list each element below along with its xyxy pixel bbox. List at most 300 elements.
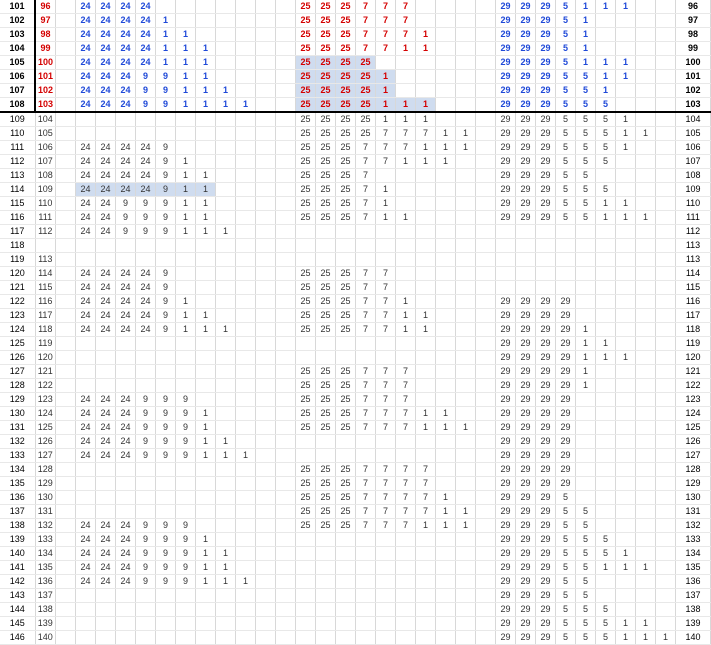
grid-cell[interactable]: 25 — [296, 127, 316, 141]
grid-cell[interactable]: 98 — [35, 28, 56, 42]
grid-cell[interactable] — [176, 477, 196, 491]
grid-cell[interactable]: 97 — [35, 14, 56, 28]
grid-cell[interactable]: 25 — [336, 127, 356, 141]
grid-cell[interactable]: 24 — [96, 449, 116, 463]
grid-cell[interactable] — [396, 70, 416, 84]
grid-cell[interactable] — [356, 561, 376, 575]
grid-cell[interactable]: 9 — [156, 519, 176, 533]
grid-cell[interactable] — [56, 365, 76, 379]
grid-cell[interactable]: 29 — [536, 477, 556, 491]
grid-cell[interactable] — [136, 379, 156, 393]
grid-cell[interactable]: 29 — [516, 365, 536, 379]
grid-cell[interactable] — [276, 463, 296, 477]
grid-cell[interactable] — [576, 477, 596, 491]
table-row[interactable] — [0, 533, 711, 547]
grid-cell[interactable]: 7 — [356, 281, 376, 295]
grid-cell[interactable] — [396, 56, 416, 70]
grid-cell[interactable] — [216, 169, 236, 183]
grid-cell[interactable] — [236, 547, 256, 561]
grid-cell[interactable]: 7 — [396, 141, 416, 155]
grid-cell[interactable] — [256, 253, 276, 267]
grid-cell[interactable]: 24 — [116, 28, 136, 42]
grid-cell[interactable] — [236, 112, 256, 127]
grid-cell[interactable]: 1 — [396, 295, 416, 309]
grid-cell[interactable] — [336, 575, 356, 589]
grid-cell[interactable]: 9 — [136, 197, 156, 211]
grid-cell[interactable]: 29 — [556, 435, 576, 449]
grid-cell[interactable] — [276, 253, 296, 267]
grid-cell[interactable] — [256, 127, 276, 141]
grid-cell[interactable]: 24 — [116, 295, 136, 309]
grid-cell[interactable] — [96, 491, 116, 505]
grid-cell[interactable]: 29 — [536, 421, 556, 435]
grid-cell[interactable]: 7 — [396, 379, 416, 393]
grid-cell[interactable] — [136, 127, 156, 141]
grid-cell[interactable]: 7 — [416, 477, 436, 491]
grid-cell[interactable] — [656, 155, 676, 169]
grid-cell[interactable] — [436, 309, 456, 323]
grid-cell[interactable] — [656, 169, 676, 183]
grid-cell[interactable]: 96 — [35, 0, 56, 14]
grid-cell[interactable]: 5 — [556, 547, 576, 561]
grid-cell[interactable]: 29 — [556, 309, 576, 323]
grid-cell[interactable] — [416, 295, 436, 309]
grid-cell[interactable]: 134 — [35, 547, 56, 561]
grid-cell[interactable] — [436, 70, 456, 84]
row-header[interactable]: 120 — [0, 267, 35, 281]
grid-cell[interactable]: 24 — [76, 42, 96, 56]
grid-cell[interactable] — [556, 281, 576, 295]
grid-cell[interactable] — [456, 56, 476, 70]
grid-cell[interactable] — [236, 169, 256, 183]
grid-cell[interactable] — [456, 435, 476, 449]
row-header[interactable]: 128 — [0, 379, 35, 393]
grid-cell[interactable]: 138 — [35, 603, 56, 617]
grid-cell[interactable] — [256, 225, 276, 239]
grid-cell[interactable] — [216, 463, 236, 477]
grid-cell[interactable]: 24 — [116, 267, 136, 281]
grid-cell[interactable]: 25 — [336, 379, 356, 393]
grid-cell[interactable] — [216, 407, 236, 421]
grid-cell[interactable]: 24 — [116, 435, 136, 449]
grid-cell[interactable] — [136, 351, 156, 365]
grid-cell[interactable] — [436, 56, 456, 70]
grid-cell[interactable]: 1 — [216, 323, 236, 337]
grid-cell[interactable] — [456, 98, 476, 113]
grid-cell[interactable]: 1 — [216, 435, 236, 449]
grid-cell[interactable]: 24 — [116, 281, 136, 295]
grid-cell[interactable]: 25 — [336, 56, 356, 70]
grid-cell[interactable] — [496, 253, 516, 267]
grid-cell[interactable] — [456, 14, 476, 28]
grid-cell[interactable] — [236, 267, 256, 281]
grid-cell[interactable] — [56, 603, 76, 617]
grid-cell[interactable]: 1 — [396, 98, 416, 113]
grid-cell[interactable] — [456, 561, 476, 575]
grid-cell[interactable] — [396, 533, 416, 547]
grid-cell[interactable]: 1 — [176, 183, 196, 197]
grid-cell[interactable] — [656, 435, 676, 449]
grid-cell[interactable] — [416, 169, 436, 183]
grid-cell[interactable] — [196, 155, 216, 169]
grid-cell[interactable] — [256, 337, 276, 351]
grid-cell[interactable]: 24 — [76, 295, 96, 309]
table-row[interactable] — [0, 421, 711, 435]
grid-cell[interactable] — [56, 239, 76, 253]
grid-cell[interactable] — [376, 253, 396, 267]
grid-cell[interactable]: 29 — [496, 0, 516, 14]
grid-cell[interactable]: 1 — [436, 491, 456, 505]
grid-cell[interactable]: 7 — [376, 519, 396, 533]
grid-cell[interactable] — [456, 337, 476, 351]
grid-cell[interactable] — [316, 617, 336, 631]
grid-cell[interactable] — [296, 435, 316, 449]
grid-cell[interactable] — [656, 351, 676, 365]
grid-cell[interactable]: 1 — [416, 407, 436, 421]
grid-cell[interactable] — [436, 337, 456, 351]
grid-cell[interactable]: 29 — [556, 379, 576, 393]
row-header[interactable]: 139 — [0, 533, 35, 547]
grid-cell[interactable] — [616, 239, 636, 253]
grid-cell[interactable]: 1 — [196, 56, 216, 70]
grid-cell[interactable] — [396, 449, 416, 463]
grid-cell[interactable] — [276, 14, 296, 28]
grid-cell[interactable] — [656, 407, 676, 421]
grid-cell[interactable]: 25 — [316, 309, 336, 323]
row-header[interactable]: 111 — [0, 141, 35, 155]
grid-cell[interactable] — [616, 28, 636, 42]
row-header[interactable]: 142 — [0, 575, 35, 589]
grid-cell[interactable]: 24 — [136, 28, 156, 42]
grid-cell[interactable] — [276, 183, 296, 197]
grid-cell[interactable]: 29 — [496, 28, 516, 42]
grid-cell[interactable]: 24 — [96, 141, 116, 155]
grid-cell[interactable]: 24 — [96, 155, 116, 169]
grid-cell[interactable]: 25 — [316, 98, 336, 113]
grid-cell[interactable] — [216, 197, 236, 211]
grid-cell[interactable] — [476, 463, 496, 477]
grid-cell[interactable]: 24 — [116, 533, 136, 547]
grid-cell[interactable]: 24 — [76, 141, 96, 155]
grid-cell[interactable] — [436, 14, 456, 28]
grid-cell[interactable] — [236, 84, 256, 98]
grid-cell[interactable]: 25 — [336, 14, 356, 28]
grid-cell[interactable] — [456, 70, 476, 84]
grid-cell[interactable] — [576, 435, 596, 449]
grid-cell[interactable] — [356, 533, 376, 547]
grid-cell[interactable] — [476, 295, 496, 309]
grid-cell[interactable]: 24 — [136, 183, 156, 197]
grid-cell[interactable] — [316, 603, 336, 617]
grid-cell[interactable] — [256, 407, 276, 421]
grid-cell[interactable] — [256, 309, 276, 323]
grid-cell[interactable] — [96, 589, 116, 603]
grid-cell[interactable]: 119 — [35, 337, 56, 351]
grid-cell[interactable]: 24 — [136, 0, 156, 14]
grid-cell[interactable] — [96, 239, 116, 253]
grid-cell[interactable]: 1 — [596, 0, 616, 14]
grid-cell[interactable] — [196, 337, 216, 351]
grid-cell[interactable] — [56, 351, 76, 365]
grid-cell[interactable] — [236, 295, 256, 309]
grid-cell[interactable] — [476, 56, 496, 70]
grid-cell[interactable]: 1 — [576, 42, 596, 56]
grid-cell[interactable]: 125 — [35, 421, 56, 435]
grid-cell[interactable] — [276, 337, 296, 351]
grid-cell[interactable]: 29 — [496, 337, 516, 351]
grid-cell[interactable]: 5 — [576, 183, 596, 197]
grid-cell[interactable]: 9 — [136, 407, 156, 421]
grid-cell[interactable] — [336, 435, 356, 449]
grid-cell[interactable] — [376, 435, 396, 449]
grid-cell[interactable] — [436, 533, 456, 547]
grid-cell[interactable]: 25 — [316, 169, 336, 183]
grid-cell[interactable] — [456, 351, 476, 365]
grid-cell[interactable] — [596, 421, 616, 435]
row-header[interactable]: 146 — [0, 631, 35, 645]
grid-cell[interactable]: 29 — [496, 141, 516, 155]
grid-cell[interactable] — [156, 463, 176, 477]
grid-cell[interactable] — [656, 267, 676, 281]
grid-cell[interactable]: 25 — [316, 112, 336, 127]
grid-cell[interactable] — [256, 112, 276, 127]
grid-cell[interactable]: 1 — [396, 309, 416, 323]
grid-cell[interactable] — [56, 211, 76, 225]
grid-cell[interactable] — [256, 14, 276, 28]
grid-cell[interactable] — [476, 589, 496, 603]
grid-cell[interactable] — [436, 351, 456, 365]
grid-cell[interactable]: 24 — [116, 575, 136, 589]
grid-cell[interactable] — [276, 379, 296, 393]
grid-cell[interactable]: 1 — [376, 211, 396, 225]
grid-cell[interactable] — [276, 323, 296, 337]
grid-cell[interactable] — [35, 239, 56, 253]
grid-cell[interactable]: 29 — [496, 631, 516, 645]
grid-cell[interactable]: 24 — [96, 281, 116, 295]
grid-cell[interactable] — [476, 14, 496, 28]
grid-cell[interactable]: 7 — [376, 491, 396, 505]
grid-cell[interactable]: 1 — [616, 197, 636, 211]
grid-cell[interactable] — [536, 253, 556, 267]
grid-cell[interactable]: 25 — [356, 127, 376, 141]
grid-cell[interactable] — [636, 141, 656, 155]
grid-cell[interactable] — [236, 28, 256, 42]
grid-cell[interactable] — [456, 28, 476, 42]
table-row[interactable] — [0, 519, 711, 533]
grid-cell[interactable] — [656, 141, 676, 155]
grid-cell[interactable] — [76, 127, 96, 141]
grid-cell[interactable]: 5 — [556, 631, 576, 645]
grid-cell[interactable] — [656, 533, 676, 547]
grid-cell[interactable] — [436, 281, 456, 295]
grid-cell[interactable]: 25 — [296, 98, 316, 113]
grid-cell[interactable] — [476, 547, 496, 561]
grid-cell[interactable] — [416, 183, 436, 197]
grid-cell[interactable] — [616, 393, 636, 407]
grid-cell[interactable]: 7 — [396, 127, 416, 141]
grid-cell[interactable] — [576, 463, 596, 477]
grid-cell[interactable] — [356, 253, 376, 267]
grid-cell[interactable]: 7 — [376, 155, 396, 169]
grid-cell[interactable] — [656, 295, 676, 309]
grid-cell[interactable] — [456, 112, 476, 127]
grid-cell[interactable]: 5 — [576, 169, 596, 183]
grid-cell[interactable]: 29 — [516, 14, 536, 28]
grid-cell[interactable] — [576, 491, 596, 505]
grid-cell[interactable]: 29 — [496, 491, 516, 505]
grid-cell[interactable] — [276, 407, 296, 421]
grid-cell[interactable] — [616, 225, 636, 239]
grid-cell[interactable] — [136, 365, 156, 379]
grid-cell[interactable] — [536, 239, 556, 253]
grid-cell[interactable] — [216, 491, 236, 505]
grid-cell[interactable]: 1 — [456, 127, 476, 141]
grid-cell[interactable]: 5 — [576, 533, 596, 547]
grid-cell[interactable] — [56, 337, 76, 351]
grid-cell[interactable] — [436, 617, 456, 631]
grid-cell[interactable] — [296, 575, 316, 589]
table-row[interactable] — [0, 379, 711, 393]
grid-cell[interactable]: 24 — [76, 267, 96, 281]
grid-cell[interactable] — [296, 239, 316, 253]
grid-cell[interactable]: 7 — [356, 309, 376, 323]
row-header[interactable]: 107 — [0, 84, 35, 98]
grid-cell[interactable]: 29 — [556, 295, 576, 309]
grid-cell[interactable]: 24 — [76, 449, 96, 463]
grid-cell[interactable] — [456, 603, 476, 617]
grid-cell[interactable]: 107 — [35, 155, 56, 169]
grid-cell[interactable]: 24 — [96, 56, 116, 70]
grid-cell[interactable]: 7 — [356, 211, 376, 225]
grid-cell[interactable] — [476, 519, 496, 533]
grid-cell[interactable]: 29 — [516, 435, 536, 449]
grid-cell[interactable]: 9 — [116, 211, 136, 225]
grid-cell[interactable]: 25 — [296, 267, 316, 281]
grid-cell[interactable] — [656, 253, 676, 267]
grid-cell[interactable]: 9 — [136, 393, 156, 407]
grid-cell[interactable] — [616, 421, 636, 435]
grid-cell[interactable]: 24 — [116, 547, 136, 561]
grid-cell[interactable]: 5 — [556, 533, 576, 547]
grid-cell[interactable]: 7 — [376, 309, 396, 323]
grid-cell[interactable] — [656, 393, 676, 407]
grid-cell[interactable] — [276, 365, 296, 379]
grid-cell[interactable] — [276, 435, 296, 449]
grid-cell[interactable] — [416, 561, 436, 575]
grid-cell[interactable] — [356, 589, 376, 603]
grid-cell[interactable] — [196, 295, 216, 309]
grid-cell[interactable] — [296, 253, 316, 267]
grid-cell[interactable]: 25 — [296, 491, 316, 505]
grid-cell[interactable] — [616, 267, 636, 281]
table-row[interactable] — [0, 141, 711, 155]
grid-cell[interactable]: 29 — [536, 127, 556, 141]
table-row[interactable] — [0, 267, 711, 281]
grid-cell[interactable] — [56, 477, 76, 491]
grid-cell[interactable] — [396, 267, 416, 281]
grid-cell[interactable] — [176, 337, 196, 351]
grid-cell[interactable] — [416, 379, 436, 393]
grid-cell[interactable]: 29 — [536, 42, 556, 56]
grid-cell[interactable]: 7 — [356, 183, 376, 197]
table-row[interactable] — [0, 603, 711, 617]
grid-cell[interactable] — [256, 449, 276, 463]
grid-cell[interactable]: 29 — [516, 351, 536, 365]
grid-cell[interactable] — [636, 155, 656, 169]
grid-cell[interactable] — [256, 491, 276, 505]
table-row[interactable] — [0, 323, 711, 337]
grid-cell[interactable]: 25 — [316, 141, 336, 155]
grid-cell[interactable]: 25 — [316, 84, 336, 98]
grid-cell[interactable]: 25 — [316, 56, 336, 70]
row-header[interactable]: 134 — [0, 463, 35, 477]
grid-cell[interactable] — [236, 42, 256, 56]
grid-cell[interactable]: 7 — [396, 0, 416, 14]
grid-cell[interactable] — [316, 225, 336, 239]
grid-cell[interactable]: 5 — [556, 0, 576, 14]
grid-cell[interactable] — [56, 112, 76, 127]
grid-cell[interactable]: 24 — [116, 393, 136, 407]
grid-cell[interactable] — [636, 589, 656, 603]
grid-cell[interactable]: 5 — [576, 211, 596, 225]
grid-cell[interactable] — [476, 239, 496, 253]
grid-cell[interactable] — [256, 463, 276, 477]
grid-cell[interactable]: 5 — [576, 127, 596, 141]
grid-cell[interactable] — [236, 197, 256, 211]
grid-cell[interactable] — [436, 463, 456, 477]
grid-cell[interactable]: 1 — [396, 323, 416, 337]
grid-cell[interactable]: 1 — [576, 365, 596, 379]
grid-cell[interactable] — [396, 281, 416, 295]
grid-cell[interactable]: 5 — [576, 589, 596, 603]
grid-cell[interactable] — [456, 533, 476, 547]
grid-cell[interactable]: 29 — [496, 407, 516, 421]
grid-cell[interactable]: 103 — [35, 98, 56, 113]
grid-cell[interactable]: 7 — [396, 393, 416, 407]
grid-cell[interactable] — [136, 112, 156, 127]
grid-cell[interactable] — [296, 351, 316, 365]
grid-cell[interactable]: 24 — [96, 435, 116, 449]
grid-cell[interactable]: 1 — [176, 211, 196, 225]
table-row[interactable] — [0, 42, 711, 56]
grid-cell[interactable] — [236, 14, 256, 28]
grid-cell[interactable]: 1 — [156, 42, 176, 56]
grid-cell[interactable]: 29 — [516, 393, 536, 407]
grid-cell[interactable]: 24 — [96, 183, 116, 197]
grid-cell[interactable] — [256, 267, 276, 281]
grid-cell[interactable] — [56, 589, 76, 603]
grid-cell[interactable] — [236, 253, 256, 267]
table-row[interactable] — [0, 309, 711, 323]
grid-cell[interactable]: 5 — [596, 141, 616, 155]
grid-cell[interactable] — [456, 211, 476, 225]
grid-cell[interactable]: 29 — [516, 323, 536, 337]
grid-cell[interactable]: 25 — [296, 14, 316, 28]
row-header[interactable]: 141 — [0, 561, 35, 575]
grid-cell[interactable]: 24 — [116, 183, 136, 197]
grid-cell[interactable] — [656, 575, 676, 589]
grid-cell[interactable]: 24 — [116, 84, 136, 98]
grid-cell[interactable] — [236, 337, 256, 351]
grid-cell[interactable]: 25 — [356, 56, 376, 70]
grid-cell[interactable] — [476, 337, 496, 351]
grid-cell[interactable]: 25 — [296, 379, 316, 393]
grid-cell[interactable] — [176, 631, 196, 645]
table-row[interactable] — [0, 169, 711, 183]
grid-cell[interactable]: 7 — [356, 169, 376, 183]
grid-cell[interactable] — [176, 491, 196, 505]
grid-cell[interactable] — [56, 225, 76, 239]
